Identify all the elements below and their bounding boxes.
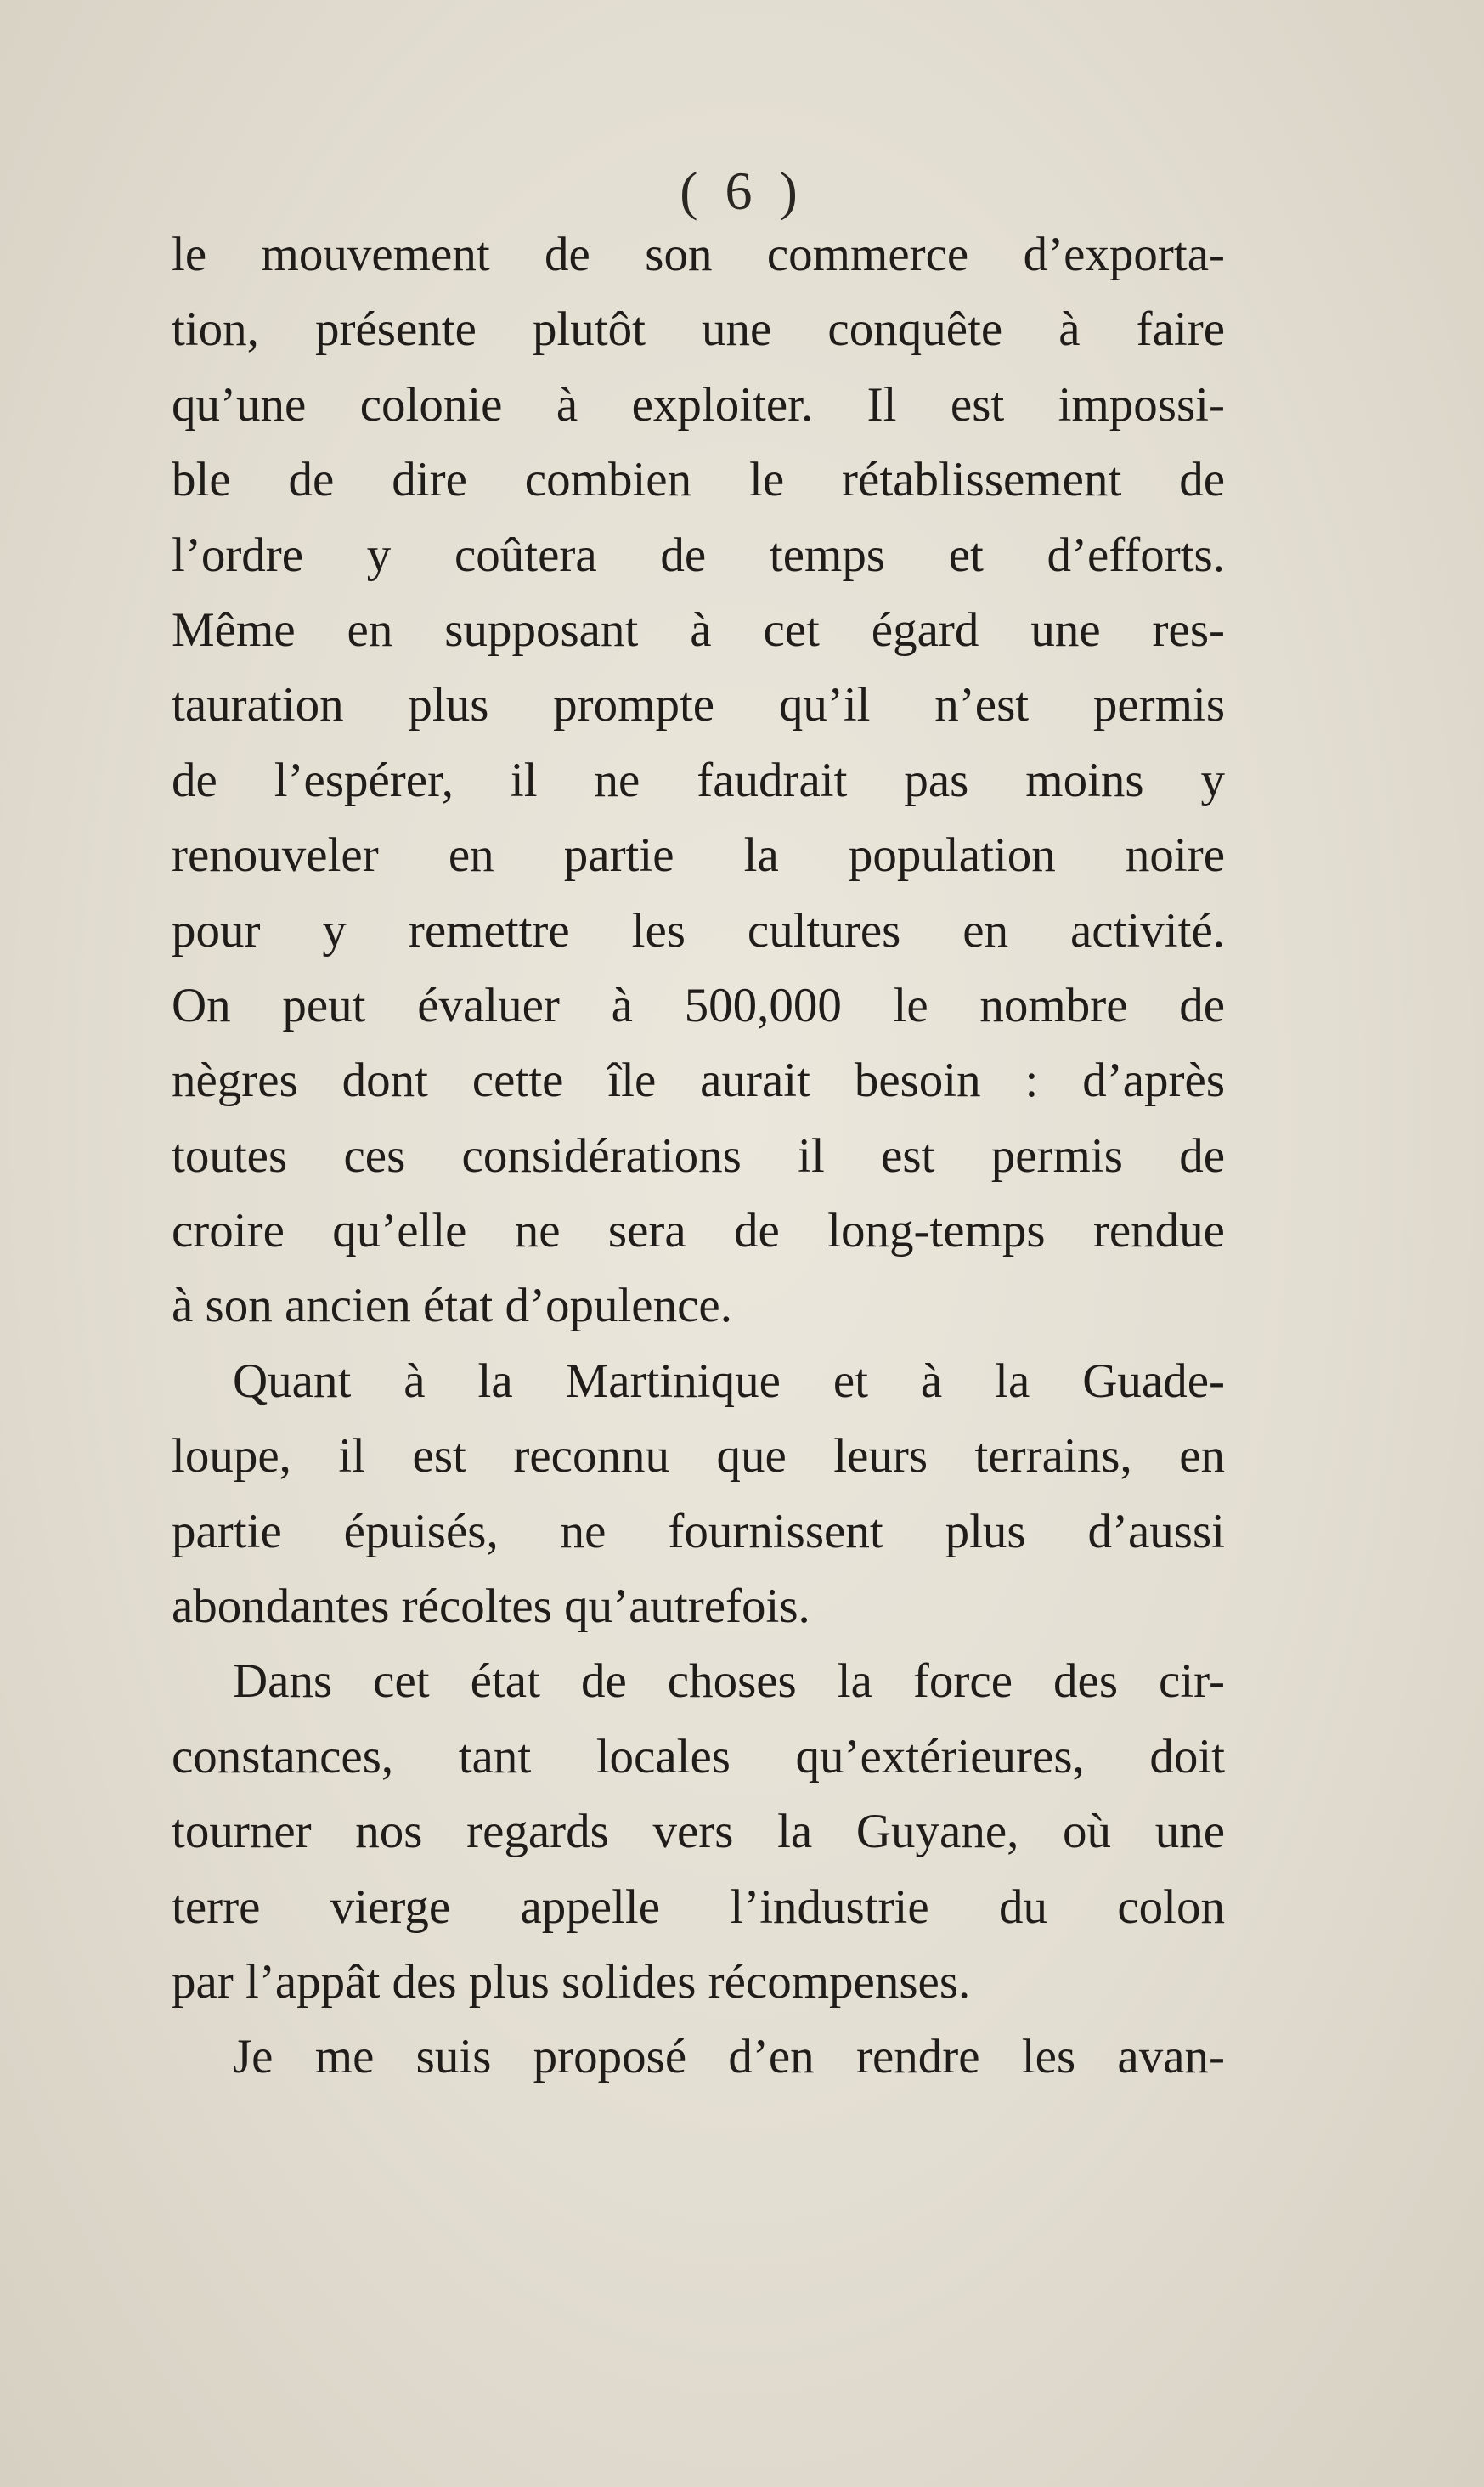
text-line: terre vierge appelle l’industrie du colon — [172, 1879, 1225, 1934]
text-line: partie épuisés, ne fournissent plus d’aussi — [172, 1504, 1225, 1558]
text-line: tauration plus prompte qu’il n’est permis — [172, 678, 1225, 732]
text-line: ble de dire combien le rétablissement de — [172, 453, 1225, 507]
text-line: renouveler en partie la population noire — [172, 828, 1225, 883]
text-line: tourner nos regards vers la Guyane, où une — [172, 1805, 1225, 1859]
text-line: Dans cet état de choses la force des cir- — [233, 1654, 1225, 1709]
text-line: Même en supposant à cet égard une res- — [172, 602, 1225, 657]
text-line: loupe, il est reconnu que leurs terrains, en — [172, 1429, 1225, 1484]
text-line: de l’espérer, il ne faudrait pas moins y — [172, 753, 1225, 807]
text-line: pour y remettre les cultures en activité. — [172, 903, 1225, 958]
text-line: constances, tant locales qu’extérieures, doit — [172, 1729, 1225, 1783]
text-line: à son ancien état d’opulence. — [172, 1279, 732, 1333]
text-line: tion, présente plutôt une conquête à faire — [172, 302, 1225, 357]
text-line: On peut évaluer à 500,000 le nombre de — [172, 978, 1225, 1032]
text-line: toutes ces considérations il est permis de — [172, 1128, 1225, 1183]
text-line: qu’une colonie à exploiter. Il est impossi- — [172, 377, 1225, 432]
text-line: le mouvement de son commerce d’exporta- — [172, 228, 1225, 281]
text-line: Je me suis proposé d’en rendre les avan- — [233, 2030, 1225, 2084]
text-line: Quant à la Martinique et à la Guade- — [233, 1354, 1225, 1408]
text-line: abondantes récoltes qu’autrefois. — [172, 1580, 810, 1634]
text-line: nègres dont cette île aurait besoin : d’après — [172, 1054, 1225, 1108]
text-line: l’ordre y coûtera de temps et d’efforts. — [172, 528, 1225, 582]
page-number: ( 6 ) — [680, 161, 804, 221]
text-line: par l’appât des plus solides récompenses. — [172, 1954, 971, 2009]
text-line: croire qu’elle ne sera de long-temps rendue — [172, 1204, 1225, 1258]
body-text — [172, 218, 1225, 2095]
